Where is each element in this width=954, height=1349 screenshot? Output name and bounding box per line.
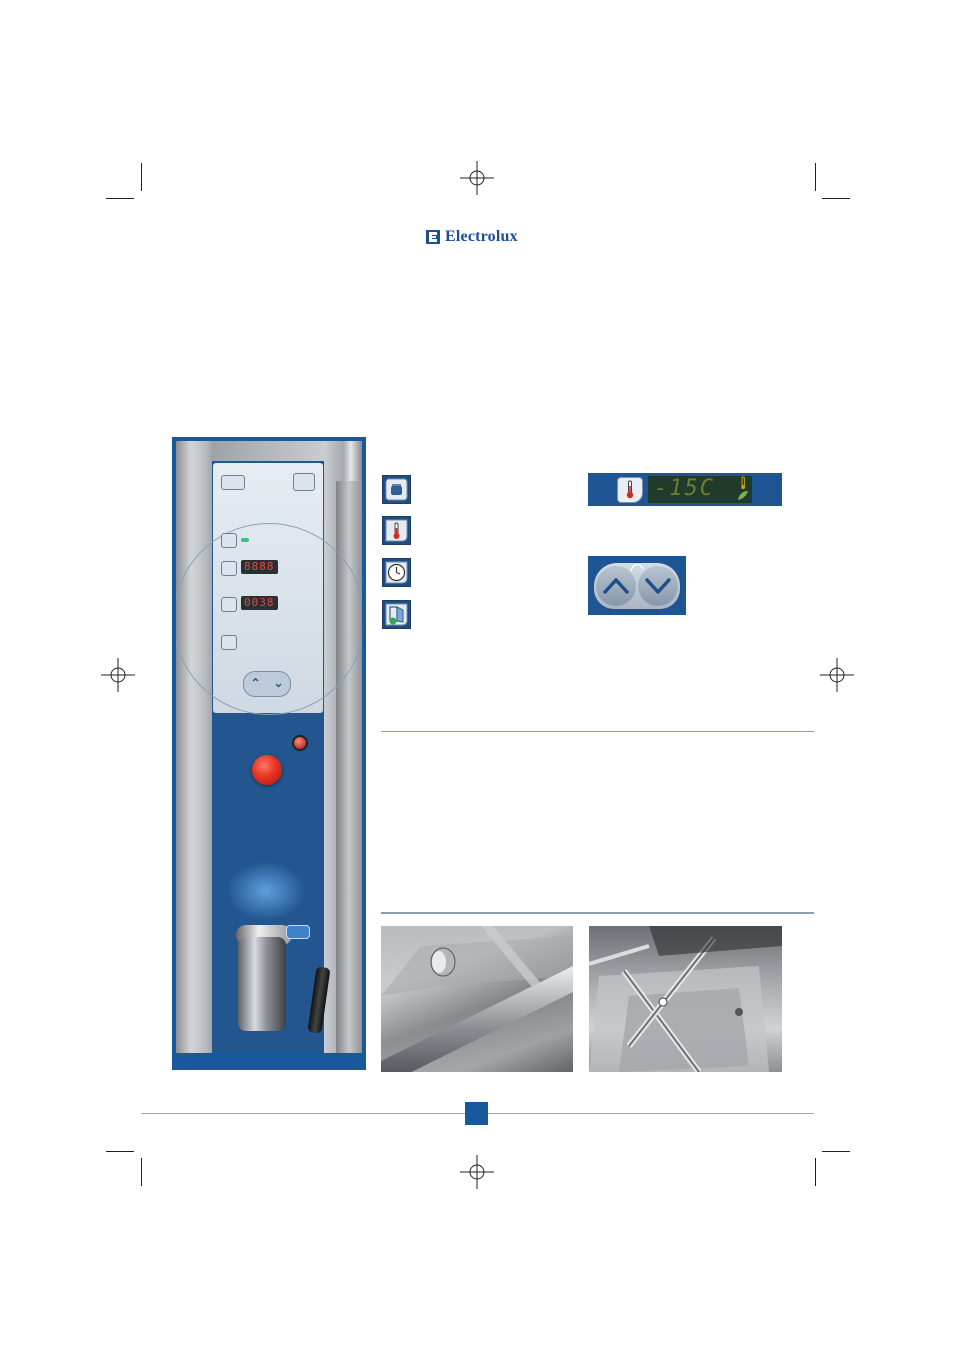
hand-press-icon — [628, 561, 646, 575]
panel-control-face — [213, 463, 323, 713]
mode-button — [221, 533, 237, 548]
brand-name: Electrolux — [445, 228, 518, 245]
kettle-pipe-photo — [381, 926, 573, 1072]
crop-mark — [106, 198, 134, 199]
temperature-reading: -15C — [654, 476, 715, 501]
panel-arrow-pad — [243, 671, 291, 697]
temperature-readout-bar — [588, 473, 782, 506]
crop-mark — [815, 1158, 816, 1186]
tap-glow — [226, 861, 306, 921]
kettle-interior-illustration — [589, 926, 782, 1072]
thermometer-icon — [382, 516, 411, 545]
kettle-pipe-illustration — [381, 926, 573, 1072]
timer-button — [221, 597, 237, 612]
mode-led — [241, 538, 249, 542]
temperature-key — [617, 477, 643, 503]
page-number-tab — [465, 1102, 488, 1125]
brand-logo — [426, 227, 518, 247]
electrolux-logo-icon — [426, 230, 440, 244]
timer-display: 0038 — [241, 596, 278, 610]
clock-icon — [382, 558, 411, 587]
warning-lamp — [292, 735, 308, 751]
tap-badge — [286, 925, 310, 939]
control-panel-photo — [172, 437, 366, 1070]
probe-leaf-icon — [736, 476, 750, 502]
kettle-interior-photo — [589, 926, 782, 1072]
arrow-pad-key — [594, 563, 680, 609]
registration-mark-icon — [460, 1155, 494, 1189]
arrow-pad-closeup — [588, 556, 686, 615]
crop-mark — [141, 1158, 142, 1186]
kettle-mode-icon — [382, 475, 411, 504]
panel-arrow-down: ⌄ — [273, 676, 284, 690]
fill-button — [221, 635, 237, 650]
water-fill-icon — [382, 600, 411, 629]
registration-mark-icon — [460, 161, 494, 195]
temperature-display: 8888 — [241, 560, 278, 574]
start-stop-button — [293, 473, 315, 491]
power-button — [221, 475, 245, 490]
section-divider — [381, 912, 814, 914]
crop-mark — [141, 163, 142, 191]
registration-mark-icon — [101, 658, 135, 692]
thermometer-icon — [618, 478, 642, 502]
crop-mark — [106, 1151, 134, 1152]
emergency-stop-knob — [252, 755, 282, 785]
temperature-button — [221, 561, 237, 576]
registration-mark-icon — [820, 658, 854, 692]
water-tap — [238, 937, 286, 1031]
panel-photo-background — [176, 441, 362, 1053]
crop-mark — [822, 198, 850, 199]
section-divider — [381, 731, 814, 732]
crop-mark — [815, 163, 816, 191]
crop-mark — [822, 1151, 850, 1152]
panel-arrow-up: ⌃ — [250, 676, 261, 690]
